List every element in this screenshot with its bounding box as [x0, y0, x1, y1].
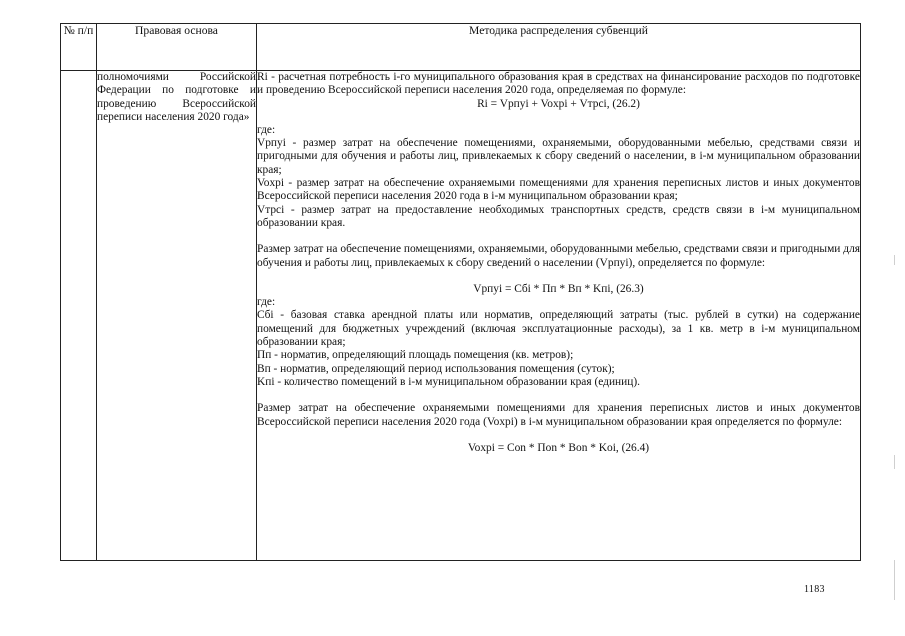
- paragraph-vrpu-cost: Размер затрат на обеспечение помещениями, охраняемыми, оборудованными мебелью, средствами связи и пригодными для обучения и работы лиц, привлекаемых к сбору сведений о населении (Vрпуi), определяется по формуле:: [257, 243, 860, 269]
- cell-number: [61, 71, 97, 561]
- header-method: Методика распределения субвенций: [257, 24, 861, 71]
- definition-vrpu: Vрпуi - размер затрат на обеспечение помещениями, охраняемыми, оборудованными мебелью, средствами связи и пригодными для обучения и работы лиц, привлекаемых к сбору сведений о населении, в i-м муниципальном образовании края;: [257, 137, 860, 176]
- paragraph-voxp-cost: Размер затрат на обеспечение охраняемыми помещениями для хранения переписных листов и иных документов Всероссийской переписи населения 2020 года (Voxpi) в i-м муниципальном образовании края определяется по формуле:: [257, 402, 860, 428]
- table-header-row: [61, 24, 861, 71]
- definition-kp: Kпi - количество помещений в i-м муниципальном образовании края (единиц).: [257, 375, 640, 388]
- scan-artifact: [894, 455, 895, 469]
- cell-legal-basis: [97, 71, 257, 561]
- scan-artifact: [894, 560, 895, 600]
- method-intro: Ri - расчетная потребность i-го муниципального образования края в средствах на финансирование расходов по подготовке и проведению Всероссийской переписи населения 2020 года, определяемая по формуле:: [257, 71, 860, 97]
- formula-26-4: Voxpi = Con * Пon * Bon * Koi, (26.4): [467, 441, 650, 454]
- definition-voxp: Voxpi - размер затрат на обеспечение охраняемыми помещениями для хранения переписных листов и иных документов Всероссийской переписи населения 2020 года в i-м муниципальном образовании края;: [257, 177, 860, 203]
- definition-pp: Пп - норматив, определяющий площадь помещения (кв. метров);: [257, 349, 574, 362]
- formula-26-2: Ri = Vрпуi + Voxpi + Vтрсi, (26.2): [477, 97, 640, 110]
- definition-cb: Cбi - базовая ставка арендной платы или норматив, определяющий затраты (тыс. рублей в сутки) на содержание помещений для бюджетных учреждений (включая эксплуатационные расходы), за 1 кв. метр в i-м муниципальном образовании края;: [257, 309, 860, 349]
- table-row: [61, 71, 861, 561]
- page-number: 1183: [804, 584, 825, 595]
- legal-basis-text: полномочиями Российской Федерации по подготовке и проведению Всероссийской переписи населения 2020 года»: [97, 71, 256, 123]
- scan-artifact: [894, 255, 895, 265]
- definition-bp: Bп - норматив, определяющий период использования помещения (суток);: [257, 362, 615, 375]
- formula-26-3: Vрпуi = Cбi * Пп * Bп * Kпi, (26.3): [473, 282, 644, 295]
- where-label: где:: [257, 123, 276, 136]
- cell-method: [257, 71, 861, 561]
- subvention-method-table: [60, 23, 861, 561]
- where-label: где:: [257, 296, 276, 309]
- definition-vtrs: Vтрсi - размер затрат на предоставление необходимых транспортных средств, средств связи в i-м муниципальном образовании края.: [257, 203, 860, 229]
- header-legal-basis: Правовая основа: [97, 24, 257, 71]
- header-number: № п/п: [61, 24, 97, 71]
